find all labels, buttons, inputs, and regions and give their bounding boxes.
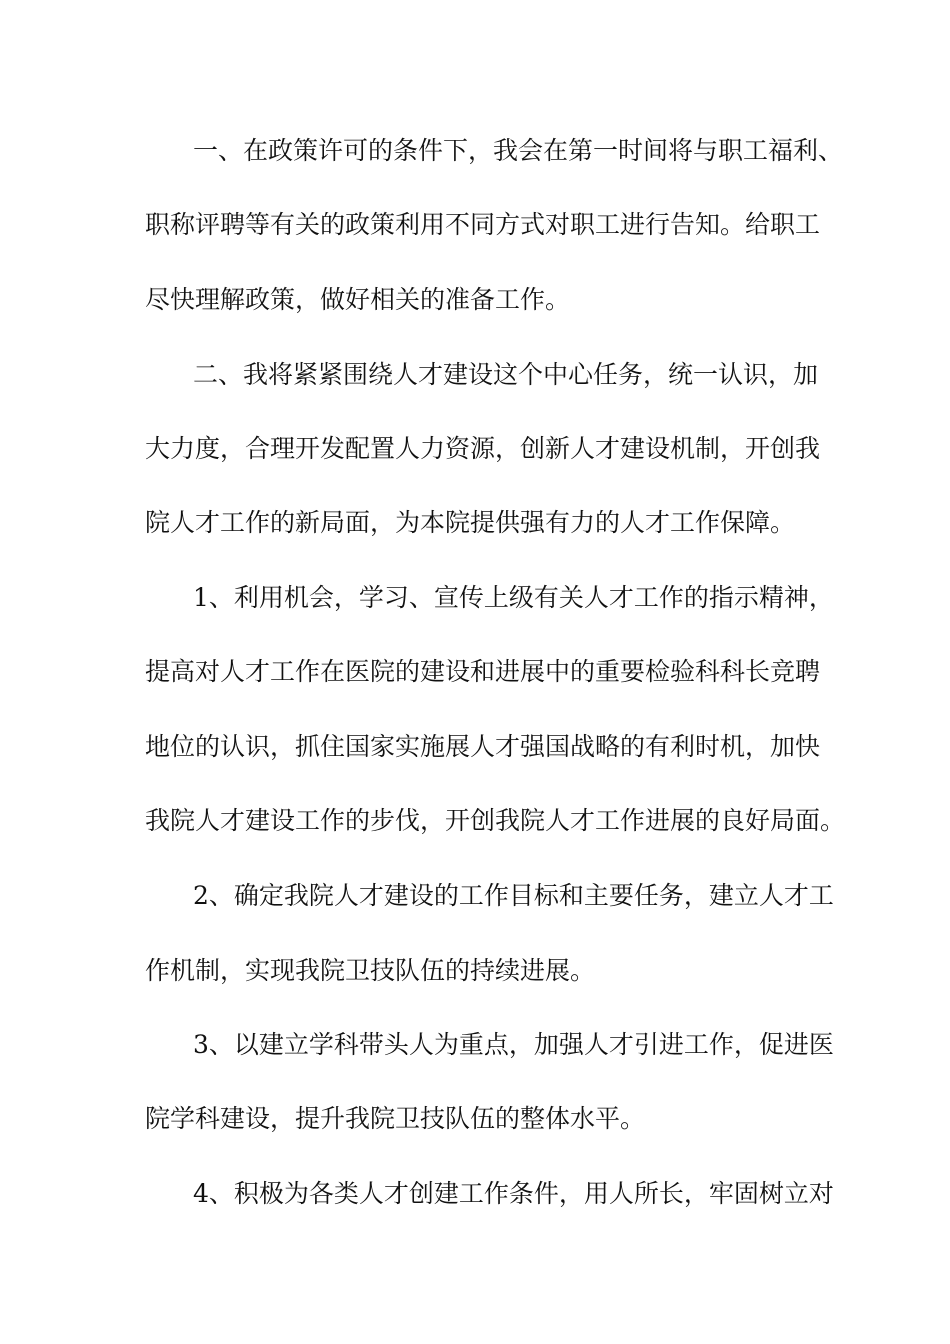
text-line-3: 尽快理解政策，做好相关的准备工作。 [145, 285, 571, 314]
text-line-2: 职称评聘等有关的政策利用不同方式对职工进行告知。给职工 [145, 210, 821, 239]
text-line-7: 1、利用机会，学习、宣传上级有关人才工作的指示精神， [193, 583, 834, 612]
text-line-5: 大力度，合理开发配置人力资源，创新人才建设机制，开创我 [145, 434, 821, 463]
text-line-13: 3、以建立学科带头人为重点，加强人才引进工作，促进医 [193, 1030, 834, 1059]
text-line-6: 院人才工作的新局面，为本院提供强有力的人才工作保障。 [145, 508, 796, 537]
text-line-11: 2、确定我院人才建设的工作目标和主要任务，建立人才工 [193, 881, 834, 910]
text-line-15: 4、积极为各类人才创建工作条件，用人所长，牢固树立对 [193, 1179, 834, 1208]
text-line-9: 地位的认识，抓住国家实施展人才强国战略的有利时机，加快 [145, 732, 821, 761]
text-line-1: 一、在政策许可的条件下，我会在第一时间将与职工福利、 [193, 136, 844, 165]
text-line-8: 提高对人才工作在医院的建设和进展中的重要检验科科长竞聘 [145, 657, 821, 686]
text-line-4: 二、我将紧紧围绕人才建设这个中心任务，统一认识，加 [193, 360, 819, 389]
text-line-14: 院学科建设，提升我院卫技队伍的整体水平。 [145, 1104, 646, 1133]
text-line-12: 作机制，实现我院卫技队伍的持续进展。 [145, 956, 596, 985]
text-line-10: 我院人才建设工作的步伐，开创我院人才工作进展的良好局面。 [145, 806, 846, 835]
